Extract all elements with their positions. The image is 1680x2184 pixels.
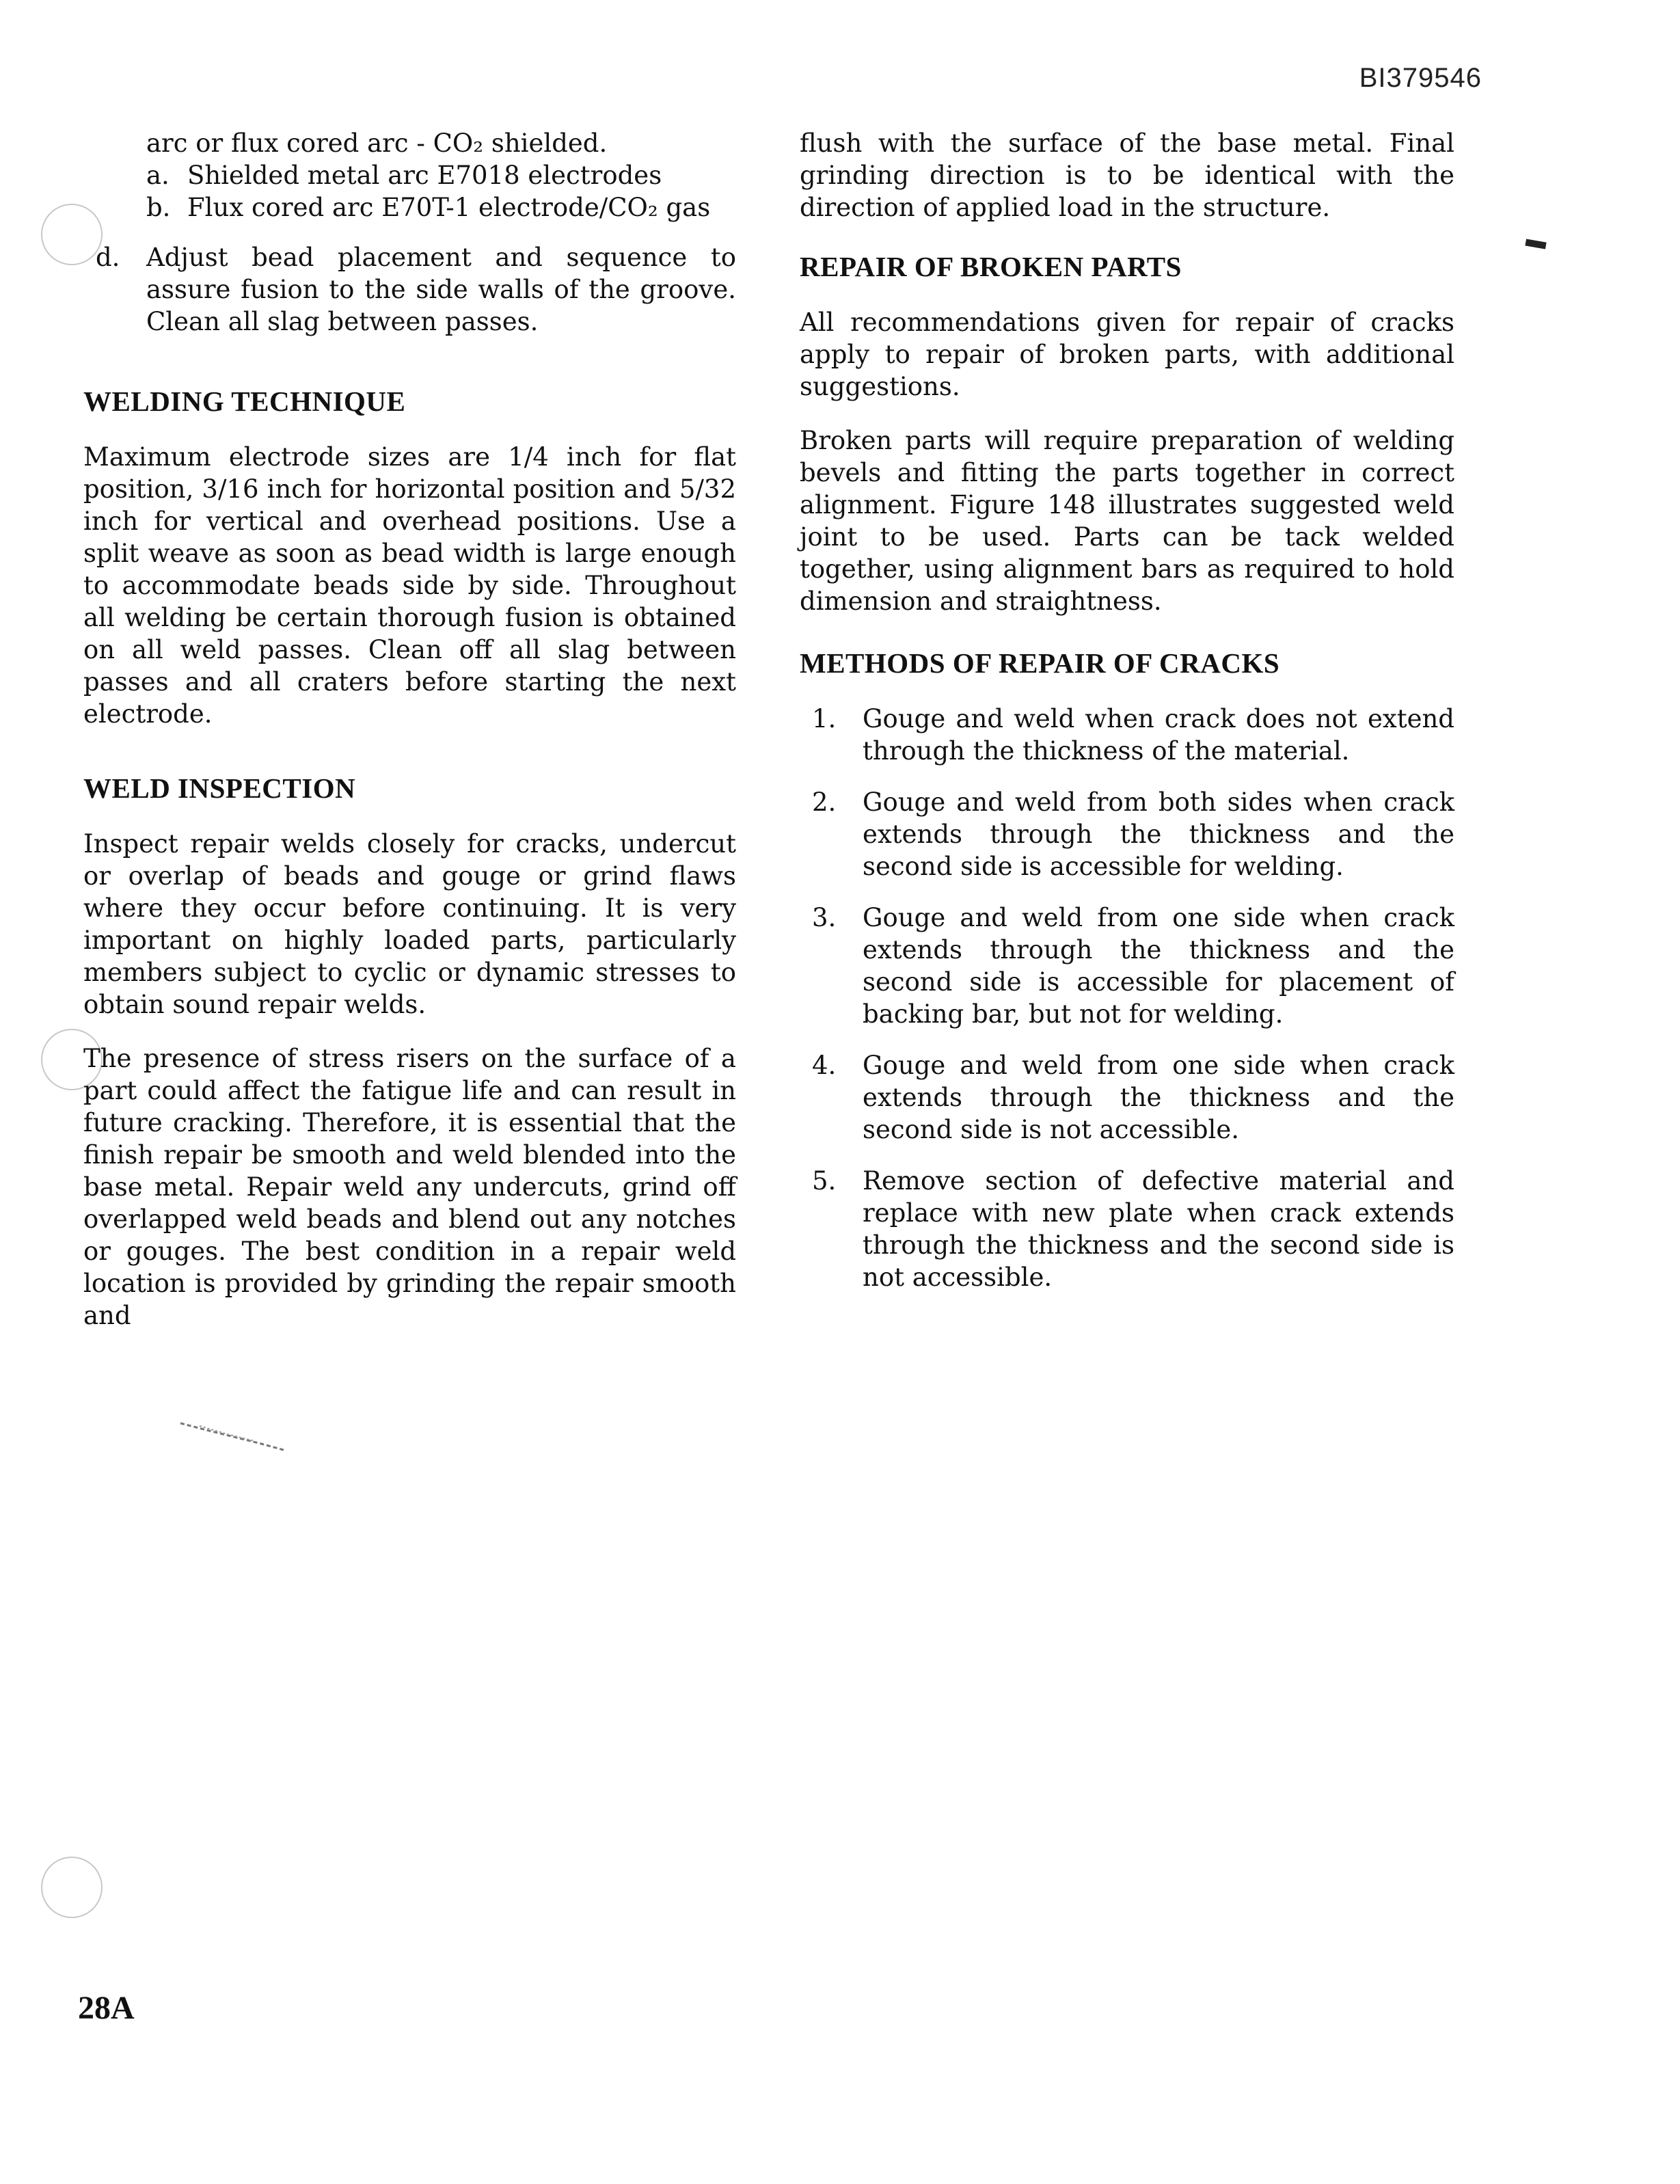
list-item xyxy=(83,159,736,191)
section-heading: WELD INSPECTION xyxy=(83,772,356,804)
right-column xyxy=(800,127,1454,1312)
list-item xyxy=(83,191,736,224)
paragraph: All recommendations given for repair of cracks apply to repair of broken parts, with additional suggestions. xyxy=(800,308,1454,401)
list-marker: 5. xyxy=(812,1166,837,1196)
paragraph: The presence of stress risers on the surface of a part could affect the fatigue life and can result in future cracking. Therefore, it is essential that the finish repair be smooth and weld blended into the base metal. Repair weld any undercuts, grind off overlapped weld beads and blend out any notches or gouges. The best condition in a repair weld location is provided by grinding the repair smooth and xyxy=(83,1044,736,1330)
list-marker: 3. xyxy=(812,903,837,932)
scan-mark xyxy=(1525,239,1546,249)
document-id: BI379546 xyxy=(1359,63,1482,93)
list-item xyxy=(800,703,1454,767)
list-item xyxy=(83,241,736,338)
list-marker: b. xyxy=(146,193,171,222)
paragraph: Broken parts will require preparation of welding bevels and fitting the parts together in correct alignment. Figure 148 illustrates suggested weld joint to be used. Parts can be tack welded together, using alignment bars as required to hold dimension and straightness. xyxy=(800,426,1454,616)
list-item-text: Gouge and weld from one side when crack extends through the thickness and the second side is accessible for placement of backing bar, but not for welding. xyxy=(863,903,1454,1029)
scan-smudge xyxy=(179,1419,288,1453)
list-marker: d. xyxy=(96,243,120,272)
paragraph: Maximum electrode sizes are 1/4 inch for flat position, 3/16 inch for horizontal position and 5/32 inch for vertical and overhead positions. Use a split weave as soon as bead width is large enough to accommodate beads side by side. Throughout all welding be certain thorough fusion is obtained on all weld passes. Clean off all slag between passes and all craters before starting the next electrode. xyxy=(83,442,736,729)
list-marker: 4. xyxy=(812,1051,837,1080)
list-item-text: Gouge and weld from one side when crack extends through the thickness and the second side is not accessible. xyxy=(863,1051,1454,1144)
numbered-list xyxy=(800,703,1454,1293)
list-marker: 2. xyxy=(812,787,837,817)
paragraph: flush with the surface of the base metal. Final grinding direction is to be identical with the direction of applied load in the structure. xyxy=(800,129,1454,222)
paragraph: Inspect repair welds closely for cracks, undercut or overlap of beads and gouge or grind flaws where they occur before continuing. It is very important on highly loaded parts, particularly members subject to cyclic or dynamic stresses to obtain sound repair welds. xyxy=(83,829,736,1019)
list-marker: 1. xyxy=(812,704,837,733)
list-item xyxy=(800,1049,1454,1146)
page-number: 28A xyxy=(78,1990,135,2026)
left-column xyxy=(83,127,736,1353)
list-item-text: Gouge and weld from both sides when crack extends through the thickness and the second side is accessible for welding. xyxy=(863,787,1454,881)
list-item xyxy=(800,786,1454,882)
list-marker: a. xyxy=(146,161,170,190)
list-item-text: Adjust bead placement and sequence to assure fusion to the side walls of the groove. Clean all slag between passes. xyxy=(146,243,736,336)
section-heading: REPAIR OF BROKEN PARTS xyxy=(800,251,1182,282)
list-item-text: Flux cored arc E70T-1 electrode/CO₂ gas xyxy=(187,193,711,222)
list-item-text: Remove section of defective material and replace with new plate when crack extends through the thickness and the second side is not accessible. xyxy=(863,1166,1454,1292)
intro-line: arc or flux cored arc - CO₂ shielded. xyxy=(146,129,608,158)
section-heading: WELDING TECHNIQUE xyxy=(83,386,406,417)
list-item-text: Gouge and weld when crack does not extend through the thickness of the material. xyxy=(863,704,1454,766)
list-item xyxy=(800,1165,1454,1293)
punch-hole xyxy=(41,1857,103,1918)
section-heading: METHODS OF REPAIR OF CRACKS xyxy=(800,647,1280,679)
list-item xyxy=(800,902,1454,1030)
list-item-text: Shielded metal arc E7018 electrodes xyxy=(187,161,662,190)
